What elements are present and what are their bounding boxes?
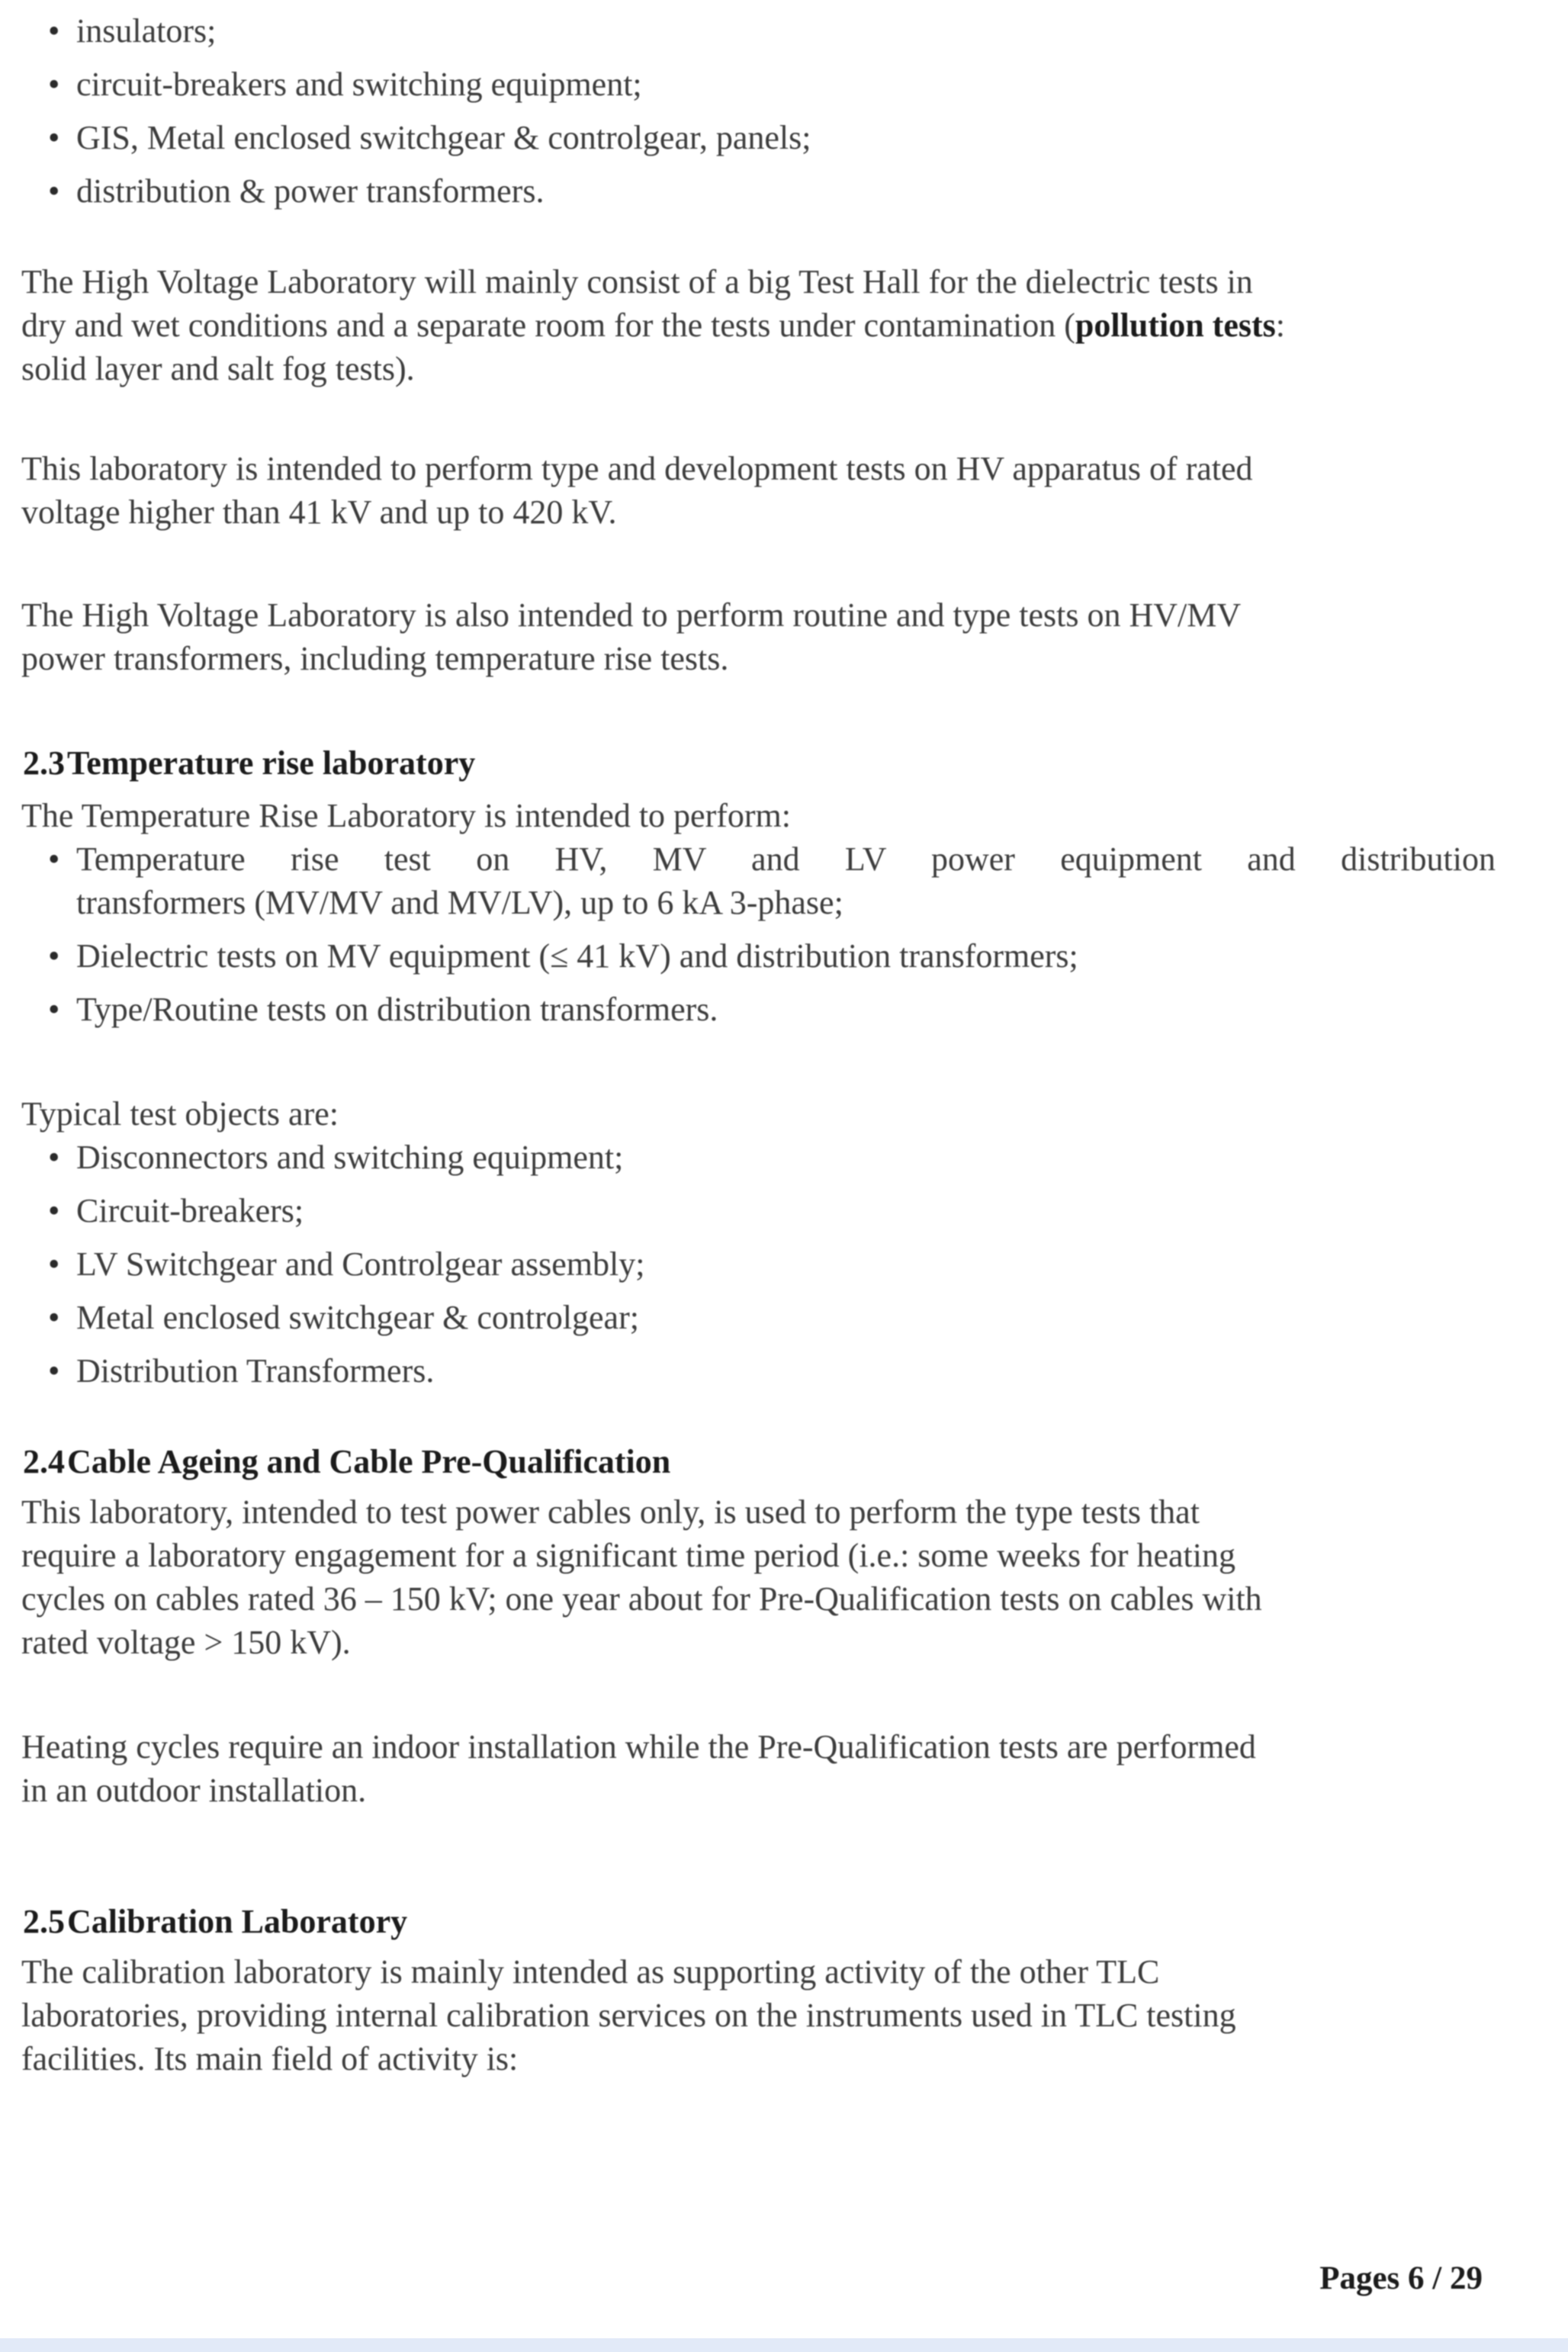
text-segment: : [1275,307,1285,344]
paragraph-cable-laboratory [21,1490,1496,1664]
text-line [21,304,1496,347]
text-line: The calibration laboratory is mainly intended as supporting activity of the other TLC [21,1953,1160,1991]
list-item: • LV Switchgear and Controlgear assembly; [76,1242,1496,1286]
list-item: • GIS, Metal enclosed switchgear & controlgear, panels; [76,116,1496,159]
paragraph-typical-test-objects [21,1092,1496,1136]
text-line: Heating cycles require an indoor installation while the Pre-Qualification tests are performed [21,1728,1256,1766]
text-line: in an outdoor installation. [21,1772,367,1809]
list-item: • circuit-breakers and switching equipment; [76,63,1496,106]
text-line: This laboratory, intended to test power cables only, is used to perform the type tests that [21,1493,1200,1531]
section-heading-2-4 [21,1440,1496,1483]
paragraph-temperature-rise-intro [21,794,1496,837]
list-item: • Distribution Transformers. [76,1349,1496,1393]
section-title: Temperature rise laboratory [67,744,476,782]
section-heading-2-5 [21,1900,1496,1943]
text-line: This laboratory is intended to perform type and development tests on HV apparatus of rated [21,450,1253,487]
list-item: • Dielectric tests on MV equipment (≤ 41 kV) and distribution transformers; [76,934,1496,978]
list-item: • Metal enclosed switchgear & controlgear; [76,1296,1496,1339]
text-line: power transformers, including temperature rise tests. [21,640,729,677]
paragraph-calibration-laboratory [21,1950,1496,2080]
section-title: Cable Ageing and Cable Pre-Qualification [67,1443,671,1480]
text-line: The High Voltage Laboratory is also intended to perform routine and type tests on HV/MV [21,596,1242,634]
section-number: 2.3 [23,744,65,782]
list-item [76,837,1496,924]
list-item: • insulators; [76,9,1496,53]
text-line: The Temperature Rise Laboratory is intended to perform: [21,797,791,834]
text-line: require a laboratory engagement for a significant time period (i.e.: some weeks for heating [21,1537,1235,1574]
text-line: rated voltage > 150 kV). [21,1624,351,1661]
bold-text-pollution-tests: pollution tests [1075,307,1276,344]
text-line: • Temperature rise test on HV, MV and LV power equipment and distribution [76,840,1496,878]
text-line: voltage higher than 41 kV and up to 420 kV. [21,493,617,531]
text-line: laboratories, providing internal calibration services on the instruments used in TLC testing [21,1997,1236,2034]
hv-test-objects-list [21,9,1496,213]
typical-test-objects-list [21,1136,1496,1393]
text-line: The High Voltage Laboratory will mainly consist of a big Test Hall for the dielectric tests in [21,263,1253,300]
list-item: • Circuit-breakers; [76,1189,1496,1232]
section-heading-2-3 [21,741,1496,785]
text-line: cycles on cables rated 36 – 150 kV; one year about for Pre-Qualification tests on cables with [21,1580,1262,1618]
page-number: Pages 6 / 29 [1319,2260,1483,2296]
text-line: transformers (MV/MV and MV/LV), up to 6 kA 3-phase; [76,884,843,921]
list-item: • Disconnectors and switching equipment; [76,1136,1496,1179]
temperature-rise-tests-list [21,837,1496,1031]
list-item: • Type/Routine tests on distribution transformers. [76,988,1496,1031]
text-line: Typical test objects are: [21,1095,339,1133]
paragraph-heating-cycles [21,1725,1496,1812]
section-number: 2.4 [23,1443,65,1480]
paragraph-hv-laboratory-overview [21,260,1496,390]
list-item: • distribution & power transformers. [76,169,1496,213]
section-title: Calibration Laboratory [67,1903,408,1940]
text-line: solid layer and salt fog tests). [21,350,415,387]
text-line: facilities. Its main field of activity is: [21,2040,519,2077]
paragraph-hv-type-tests [21,447,1496,534]
text-segment: dry and wet conditions and a separate room for the tests under contamination ( [21,307,1075,344]
paragraph-hv-routine-tests [21,593,1496,680]
section-number: 2.5 [23,1903,65,1940]
scan-edge-artifact [0,2338,1568,2352]
